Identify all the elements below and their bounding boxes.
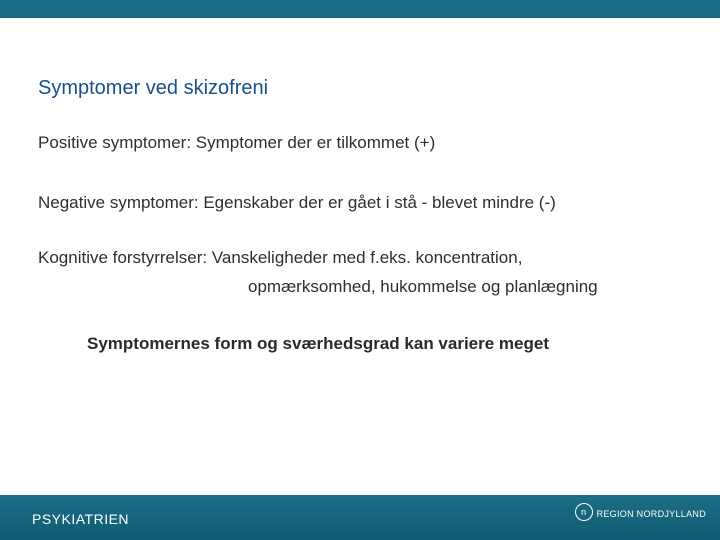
negative-symptoms-line: Negative symptomer: Egenskaber der er gået i stå - blevet mindre (-) <box>38 193 556 212</box>
region-label: REGION NORDJYLLAND <box>596 509 706 519</box>
footer-bar <box>0 495 720 540</box>
top-bar <box>0 0 720 18</box>
cognitive-disturbances-continuation: opmærksomhed, hukommelse og planlægning <box>248 277 598 296</box>
slide-title: Symptomer ved skizofreni <box>38 77 269 99</box>
region-logo <box>575 503 706 527</box>
emphasis-statement: Symptomernes form og sværhedsgrad kan variere meget <box>87 334 549 353</box>
positive-symptoms-line: Positive symptomer: Symptomer der er tilkommet (+) <box>38 133 436 152</box>
region-logo-icon: n <box>575 503 593 521</box>
psykiatrien-label: PSYKIATRIEN <box>32 511 130 527</box>
cognitive-disturbances-line: Kognitive forstyrrelser: Vanskeligheder med f.eks. koncentration, <box>38 248 523 267</box>
